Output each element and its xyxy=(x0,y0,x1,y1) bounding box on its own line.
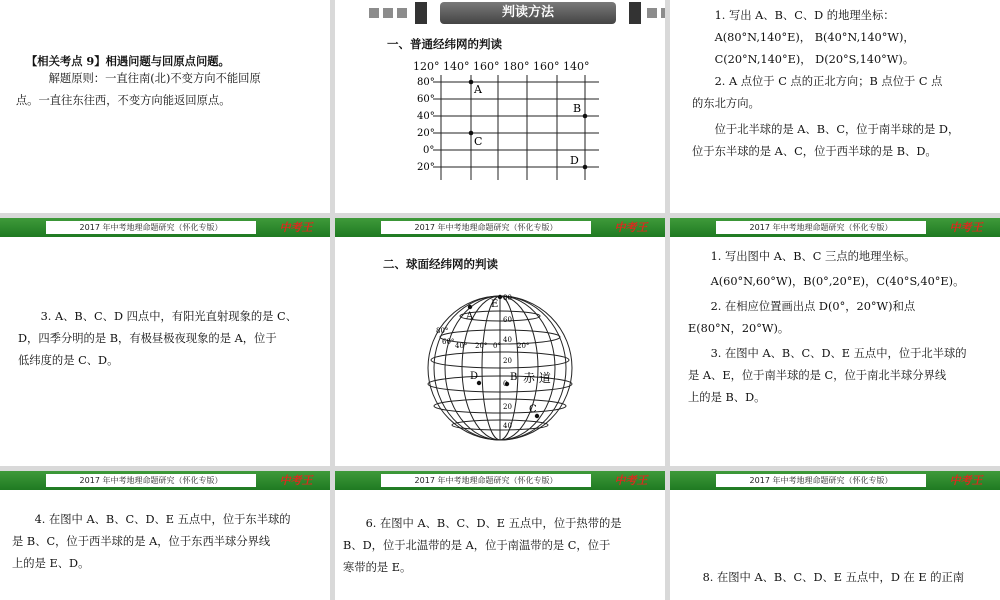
section-title: 一、普通经纬网的判读 xyxy=(387,37,502,51)
slide-banner xyxy=(670,218,1000,237)
q4-line-3: 上的是 E、D。 xyxy=(12,557,90,570)
globe-label: E xyxy=(491,299,499,310)
svg-text:80°: 80° xyxy=(436,327,449,335)
q2-line-a: 2. A 点位于 C 点的正北方向；B 点位于 C 点 xyxy=(714,75,943,88)
q3-line-a: 3. 在图中 A、B、C、D、E 五点中，位于北半球的 xyxy=(710,347,967,360)
globe-label: A xyxy=(466,311,474,322)
lat-label: 20° xyxy=(417,162,435,173)
svg-text:40: 40 xyxy=(503,422,512,430)
slide-9[interactable] xyxy=(670,471,1000,600)
q3-line-3: 低纬度的是 C、D。 xyxy=(18,354,119,367)
point-label: A xyxy=(474,83,482,96)
coords-line-1: A(80°N,140°E)， B(40°N,140°W)， xyxy=(714,31,915,44)
q3-line-2: D，四季分明的是 B，有极昼极夜现象的是 A，位于 xyxy=(18,332,277,345)
svg-text:0°: 0° xyxy=(493,342,501,350)
slide1-heading: 【相关考点 9】相遇问题与回原点问题。 xyxy=(26,54,230,68)
banner-title: 2017 年中考地理命题研究（怀化专版） xyxy=(46,221,256,234)
globe-label: C xyxy=(529,404,537,415)
q3-line-c: 上的是 B、D。 xyxy=(688,391,766,404)
svg-text:20°: 20° xyxy=(517,342,530,350)
equator-label: 赤 道 xyxy=(523,371,551,385)
brand-logo: 中考王 xyxy=(949,221,983,234)
slide-1[interactable] xyxy=(0,0,330,213)
coords-line-2: C(20°N,140°E)， D(20°S,140°W)。 xyxy=(714,53,915,66)
lat-label: 0° xyxy=(423,145,435,156)
q2-line-d: 位于东半球的是 A、C，位于西半球的是 B、D。 xyxy=(692,145,937,158)
lat-label: 80° xyxy=(417,77,435,88)
point-d xyxy=(583,165,588,170)
slide-7[interactable] xyxy=(0,471,330,600)
slide-8[interactable] xyxy=(335,471,665,600)
q2-line-a: 2. 在相应位置画出点 D(0°，20°W)和点 xyxy=(710,300,916,313)
slide-4[interactable] xyxy=(0,218,330,466)
lat-label: 20° xyxy=(417,128,435,139)
point-b xyxy=(583,114,588,119)
q6-line-2: B、D，位于北温带的是 A，位于南温带的是 C，位于 xyxy=(343,539,611,552)
svg-text:40: 40 xyxy=(503,336,512,344)
brand-logo: 中考王 xyxy=(614,474,648,487)
slide-header-title: 判读方法 xyxy=(440,2,616,24)
globe-point-e xyxy=(498,295,502,299)
globe-label: B xyxy=(510,372,518,383)
q2-line-c: 位于北半球的是 A、B、C，位于南半球的是 D， xyxy=(714,123,960,136)
q6-line-1: 6. 在图中 A、B、C、D、E 五点中，位于热带的是 xyxy=(365,517,622,530)
slide-banner xyxy=(335,471,665,490)
q4-line-2: 是 B、C，位于西半球的是 A，位于东西半球分界线 xyxy=(12,535,271,548)
banner-title: 2017 年中考地理命题研究（怀化专版） xyxy=(381,474,591,487)
slide-banner xyxy=(670,471,1000,490)
q1-text: 1. 写出图中 A、B、C 三点的地理坐标。 xyxy=(710,250,916,263)
q3-line-b: 是 A、E，位于南半球的是 C，位于南北半球分界线 xyxy=(688,369,947,382)
slide1-line1: 解题原则：一直往南(北)不变方向不能回原 xyxy=(48,72,261,85)
q1-text: 1. 写出 A、B、C、D 的地理坐标： xyxy=(714,9,895,22)
slide-banner xyxy=(0,471,330,490)
section-title: 二、球面经纬网的判读 xyxy=(383,257,498,271)
brand-logo: 中考王 xyxy=(279,221,313,234)
q6-line-3: 寒带的是 E。 xyxy=(343,561,412,574)
longitude-labels: 120° 140° 160° 180° 160° 140° xyxy=(413,60,590,73)
globe-label: D xyxy=(470,371,479,382)
svg-text:20°: 20° xyxy=(475,342,488,350)
lat-label: 60° xyxy=(417,94,435,105)
brand-logo: 中考王 xyxy=(949,474,983,487)
svg-text:20: 20 xyxy=(503,403,512,411)
point-a xyxy=(469,80,474,85)
banner-title: 2017 年中考地理命题研究（怀化专版） xyxy=(46,474,256,487)
slide-3[interactable] xyxy=(670,0,1000,213)
slide-6[interactable] xyxy=(670,218,1000,466)
point-label: B xyxy=(573,102,582,115)
graticule-grid xyxy=(335,0,665,213)
point-label: C xyxy=(474,135,483,148)
coords-text: A(60°N,60°W)，B(0°,20°E)，C(40°S,40°E)。 xyxy=(710,275,965,288)
lat-label: 40° xyxy=(417,111,435,122)
svg-text:20: 20 xyxy=(503,357,512,365)
slide-banner xyxy=(0,218,330,237)
q8-line-1: 8. 在图中 A、B、C、D、E 五点中，D 在 E 的正南 xyxy=(702,571,965,584)
globe-point-a xyxy=(468,305,472,309)
svg-text:40°: 40° xyxy=(455,342,468,350)
q2-line-b: 的东北方向。 xyxy=(692,97,760,110)
banner-title: 2017 年中考地理命题研究（怀化专版） xyxy=(381,221,591,234)
point-label: D xyxy=(570,154,579,167)
svg-text:80: 80 xyxy=(503,294,512,302)
svg-text:60: 60 xyxy=(503,316,512,324)
brand-logo: 中考王 xyxy=(279,474,313,487)
svg-text:60°: 60° xyxy=(442,338,455,346)
banner-title: 2017 年中考地理命题研究（怀化专版） xyxy=(716,221,926,234)
svg-text:0: 0 xyxy=(503,380,508,388)
q3-line-1: 3. A、B、C、D 四点中，有阳光直射现象的是 C、 xyxy=(40,310,297,323)
slide-2[interactable] xyxy=(335,0,665,213)
brand-logo: 中考王 xyxy=(614,221,648,234)
q2-line-b: E(80°N，20°W)。 xyxy=(688,322,790,335)
slide-5[interactable] xyxy=(335,218,665,466)
banner-title: 2017 年中考地理命题研究（怀化专版） xyxy=(716,474,926,487)
q4-line-1: 4. 在图中 A、B、C、D、E 五点中，位于东半球的 xyxy=(34,513,291,526)
slide1-line2: 点。一直往东往西，不变方向能返回原点。 xyxy=(15,94,231,107)
globe-graticule xyxy=(335,218,665,466)
point-c xyxy=(469,131,474,136)
